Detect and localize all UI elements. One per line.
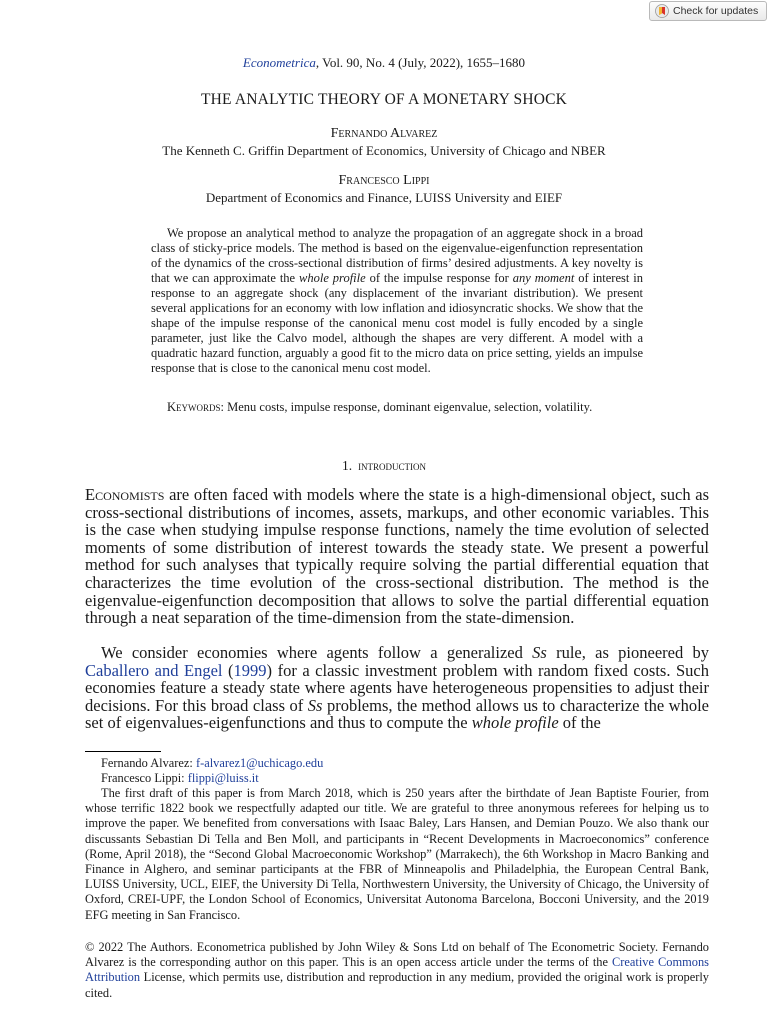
abstract-emphasis: whole profile [299,271,366,285]
paragraph-text: ) for a classic investment problem with random fixed costs. Such economies feature a steady state where agents have heterogeneous propensities to adjust their decisions. For this broad class of [85,660,710,715]
author-affiliation: The Kenneth C. Griffin Department of Economics, University of Chicago and NBER [162,143,606,158]
footnote-text: Francesco Lippi: [101,771,188,785]
keywords-label: Keywords: [167,400,224,414]
footnote-acknowledgements: The first draft of this paper is from March 2018, which is 250 years after the birthdate of Jean Baptiste Fourier, from whose terrific 1822 book we respectfully adapted our title. We are grateful to three anonymous referees for helping us to improve the paper. We benefited from conversations with Isaac Baley, Lars Hansen, and Demian Pouzo. We also thank our discussants Sebastian Di Tella and Ben Moll, and participants in “Recent Developments in Macroeconomics” conference (Rome, April 2018), the “Second Global Macroeconomic Workshop” (Marrakech), the 6th Workshop in Macro Banking and Finance in Alghero, and seminar participants at the FBR of Minneapolis and Philadelphia, the European Central Bank, LUISS University, UCL, EIEF, the University Di Tella, Northwestern University, the University of Chicago, the University of Oxford, CREI-UPF, the London School of Economics, Universitat Autonoma Barcelona, Bocconi University, and the 2019 EFG meeting in San Francisco. [85,786,709,922]
check-for-updates-button[interactable] [649,1,767,21]
abstract-text: We propose an analytical method to analyze the propagation of an aggregate shock in a broad class of sticky-price models. The method is based on the eigenvalue-eigenfunction representation of the dynamics of the cross-sectional distribution of firms’ desired adjustments. A key novelty is that we can approximate the [151,226,643,285]
paragraph-text: of the [558,713,601,733]
citation-details: , Vol. 90, No. 4 (July, 2022), 1655–1680 [315,55,526,70]
check-for-updates-label: Check for updates [673,5,759,17]
paragraph-text: ( [222,660,234,680]
paragraph-text: problems, the method allows us to characterize the whole set of eigenvalues-eigenfunctions and thus to compute the [85,695,710,733]
math-ss: Ss [307,695,323,715]
reference-link[interactable]: Caballero and Engel [85,660,223,680]
math-ss: Ss [532,643,547,662]
lead-word: Economists [85,485,165,504]
copyright-text: © 2022 The Authors. Econometrica published by John Wiley & Sons Ltd on behalf of The Econometric Society. Fernando Alvarez is the corresponding author on this paper. This is an open access article under the terms of the [85,940,709,970]
abstract-text: of interest in response to an aggregate shock (any displacement of the invariant distribution). We present several applications for an economy with low inflation and idiosyncratic shocks. We show that the shape of the impulse response of the canonical menu cost model is fully encoded by a single parameter, just like the Calvo model, although the shapes are very different. A model with a quadratic hazard function, arguably a good fit to the micro data on price setting, yields an impulse response that is close to the canonical menu cost model. [151,271,643,375]
copyright-notice [85,940,709,1001]
author-name: Fernando Alvarez [330,126,438,141]
footnote-author-email [85,756,709,771]
journal-name-link[interactable]: Econometrica [242,55,316,70]
keywords-text: Menu costs, impulse response, dominant eigenvalue, selection, volatility. [224,400,593,414]
copyright-text: License, which permits use, distribution and reproduction in any medium, provided the original work is properly cited. [85,970,709,1000]
section-heading [0,458,768,474]
intro-paragraph-2 [85,644,709,732]
abstract [151,226,643,376]
section-title: introduction [358,458,427,473]
section-number: 1. [341,458,353,473]
footnote-author-email [85,771,709,786]
crossmark-icon [655,4,669,18]
journal-citation [0,55,768,71]
reference-year-link[interactable]: 1999 [233,660,267,680]
license-link[interactable]: Creative Commons Attribution [85,955,709,985]
keywords [151,400,643,415]
abstract-text: of the impulse response for [365,271,513,285]
author-name: Francesco Lippi [338,173,430,188]
paper-title: THE ANALYTIC THEORY OF A MONETARY SHOCK [200,91,568,108]
paragraph-text: We consider economies where agents follow a generalized [101,643,533,662]
paragraph-text: rule, as pioneered by [546,643,709,662]
intro-paragraph-1 [85,486,709,627]
abstract-emphasis: any moment [512,271,575,285]
footnote-rule [85,751,161,752]
emphasis: whole profile [471,713,559,733]
footnote-text: Fernando Alvarez: [101,756,196,770]
paragraph-text: are often faced with models where the state is a high-dimensional object, such as cross-sectional distributions of incomes, assets, markups, and other economic variables. This is the case when studying impulse response functions, namely the time evolution of selected moments of some distribution of interest towards the steady state. We present a powerful method for such analyses that typically require solving the partial differential equation that characterizes the time evolution of the cross-sectional distribution. The method is the eigenvalue-eigenfunction decomposition that allows to solve the partial differential equation through a neat separation of the time-dimension from the state-dimension. [85,485,709,628]
email-link[interactable]: f-alvarez1@uchicago.edu [195,756,324,770]
email-link[interactable]: flippi@luiss.it [187,771,259,785]
author-affiliation: Department of Economics and Finance, LUISS University and EIEF [205,190,563,205]
